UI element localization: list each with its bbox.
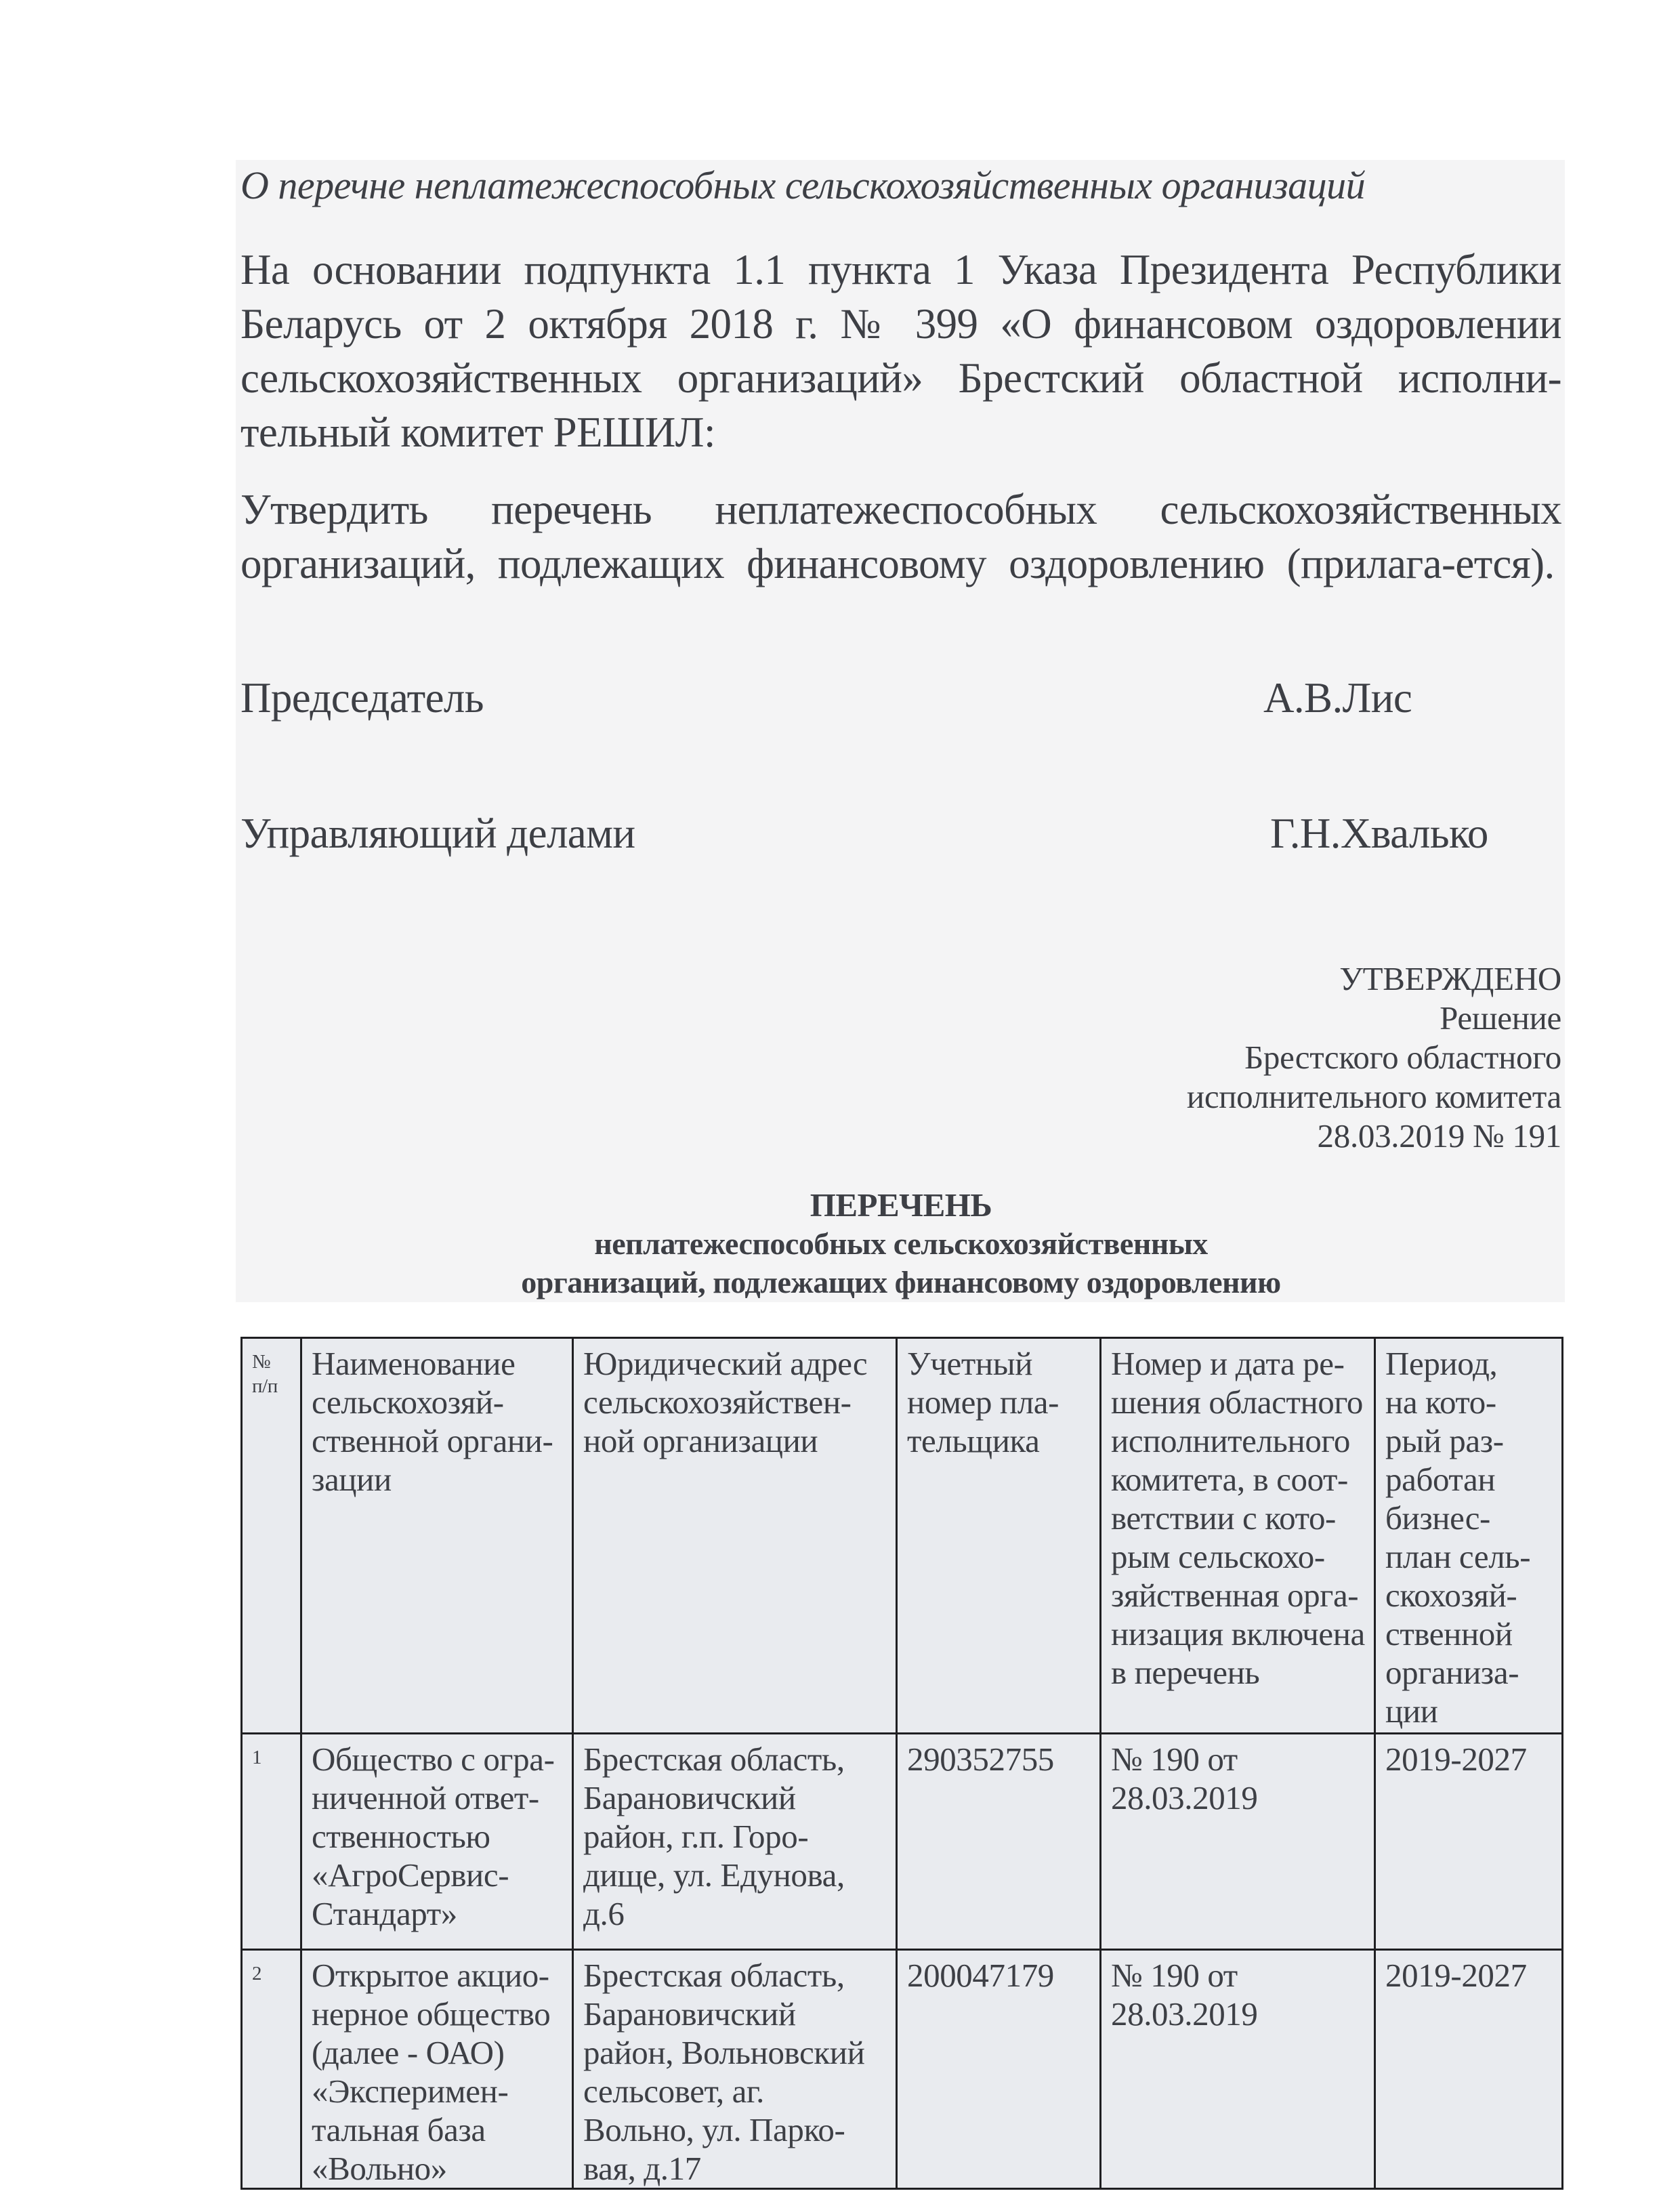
header-line: п/п <box>252 1375 278 1397</box>
decision-paragraph: Утвердить перечень неплатежеспособных сельскохозяйственных организаций, подлежащих финансовому оздоровлению (прилага-ется). <box>240 486 1561 587</box>
header-cell-address <box>573 1338 897 1734</box>
header-line: Период, <box>1385 1345 1498 1382</box>
cell-period: 2019-2027 <box>1375 1950 1563 2189</box>
header-line: в перечень <box>1111 1654 1260 1691</box>
header-line: организа- <box>1385 1654 1519 1691</box>
header-line: номер пла- <box>907 1383 1059 1421</box>
cell-org-name <box>301 1734 573 1950</box>
cell-number: 1 <box>242 1734 301 1950</box>
approval-line: Решение <box>1440 999 1561 1037</box>
cell-line: (далее - ОАО) <box>312 2034 505 2071</box>
signature-manager <box>240 806 1561 860</box>
header-line: зации <box>312 1461 392 1498</box>
header-line: Учетный <box>907 1345 1033 1382</box>
header-cell-period <box>1375 1338 1563 1734</box>
header-line: сельскохозяй- <box>312 1383 504 1421</box>
organizations-table <box>240 1337 1563 2190</box>
cell-decision <box>1101 1950 1375 2189</box>
header-line: Юридический адрес <box>583 1345 868 1382</box>
cell-taxpayer-id: 200047179 <box>897 1950 1101 2189</box>
cell-line: Барановичский <box>583 1779 796 1816</box>
header-cell-decision <box>1101 1338 1375 1734</box>
header-cell-name <box>301 1338 573 1734</box>
header-line: ной организации <box>583 1422 818 1459</box>
header-cell-taxpayer-id <box>897 1338 1101 1734</box>
header-line: зяйственная орга- <box>1111 1577 1359 1614</box>
header-line: на кото- <box>1385 1383 1496 1421</box>
table-header-row <box>242 1338 1563 1734</box>
cell-line: ниченной ответ- <box>312 1779 539 1816</box>
header-line: план сель- <box>1385 1538 1531 1575</box>
list-title <box>240 1186 1561 1302</box>
header-line: ственной органи- <box>312 1422 553 1459</box>
signature-name: Г.Н.Хвалько <box>1270 810 1488 857</box>
header-line: низация включена <box>1111 1615 1365 1652</box>
list-title-line: неплатежеспособных сельскохозяйственных <box>594 1226 1208 1261</box>
table-row <box>242 1734 1563 1950</box>
cell-line: «АгроСервис- <box>312 1856 509 1894</box>
header-line: комитета, в соот- <box>1111 1461 1348 1498</box>
cell-line: № 190 от <box>1111 1957 1238 1994</box>
cell-address <box>573 1734 897 1950</box>
cell-line: д.6 <box>583 1895 625 1932</box>
approval-line: 28.03.2019 № 191 <box>1317 1117 1561 1154</box>
cell-line: сельсовет, аг. <box>583 2073 764 2110</box>
cell-line: «Эксперимен- <box>312 2073 509 2110</box>
cell-line: 28.03.2019 <box>1111 1779 1258 1816</box>
header-line: ственной <box>1385 1615 1513 1652</box>
header-line: ции <box>1385 1692 1438 1730</box>
cell-line: Общество с огра- <box>312 1741 555 1778</box>
cell-line: вая, д.17 <box>583 2150 701 2187</box>
header-line: бизнес- <box>1385 1499 1490 1537</box>
cell-line: № 190 от <box>1111 1741 1238 1778</box>
signature-position: Председатель <box>240 674 484 722</box>
header-line: шения областного <box>1111 1383 1363 1421</box>
header-line: рым сельскохо- <box>1111 1538 1325 1575</box>
cell-line: Брестская область, <box>583 1741 845 1778</box>
cell-decision <box>1101 1734 1375 1950</box>
header-line: тельщика <box>907 1422 1040 1459</box>
header-line: Наименование <box>312 1345 516 1382</box>
document-subject: О перечне неплатежеспособных сельскохозяйственных организаций <box>240 163 1366 207</box>
signature-name: А.В.Лис <box>1263 674 1412 722</box>
approval-line: УТВЕРЖДЕНО <box>1339 960 1561 997</box>
approval-line: Брестского областного <box>1244 1039 1561 1076</box>
cell-line: Барановичский <box>583 1995 796 2033</box>
list-title-main: ПЕРЕЧЕНЬ <box>810 1186 992 1224</box>
cell-line: ственностью <box>312 1818 490 1855</box>
header-line: исполнительного <box>1111 1422 1351 1459</box>
header-line: работан <box>1385 1461 1496 1498</box>
cell-line: тальная база <box>312 2111 486 2148</box>
cell-line: район, г.п. Горо- <box>583 1818 809 1855</box>
cell-line: 28.03.2019 <box>1111 1995 1258 2033</box>
cell-line: Вольно, ул. Парко- <box>583 2111 845 2148</box>
approval-line: исполнительного комитета <box>1186 1078 1561 1115</box>
cell-line: Стандарт» <box>312 1895 457 1932</box>
signature-position: Управляющий делами <box>240 810 635 857</box>
cell-number: 2 <box>242 1950 301 2189</box>
cell-line: нерное общество <box>312 1995 551 2033</box>
header-line: сельскохозяйствен- <box>583 1383 852 1421</box>
approval-stamp <box>1187 959 1561 1156</box>
cell-period: 2019-2027 <box>1375 1734 1563 1950</box>
header-line: рый раз- <box>1385 1422 1504 1459</box>
cell-line: «Вольно» <box>312 2150 447 2187</box>
cell-line: дище, ул. Едунова, <box>583 1856 845 1894</box>
signature-chairman <box>240 671 1561 725</box>
list-title-line: организаций, подлежащих финансовому оздоровлению <box>521 1265 1281 1299</box>
cell-taxpayer-id: 290352755 <box>897 1734 1101 1950</box>
header-line: № <box>252 1351 271 1373</box>
header-cell-number <box>242 1338 301 1734</box>
header-line: ветствии с кото- <box>1111 1499 1336 1537</box>
cell-line: Брестская область, <box>583 1957 845 1994</box>
cell-org-name <box>301 1950 573 2189</box>
header-line: скохозяй- <box>1385 1577 1517 1614</box>
cell-address <box>573 1950 897 2189</box>
header-line: Номер и дата ре- <box>1111 1345 1345 1382</box>
table-row <box>242 1950 1563 2189</box>
basis-paragraph: На основании подпункта 1.1 пункта 1 Указа Президента Республики Беларусь от 2 октября 2018 г. № 399 «О финансовом оздоровлении сельскохозяйственных организаций» Брестский областной исполни-тельный комитет РЕШИЛ: <box>240 246 1561 456</box>
cell-line: район, Вольновский <box>583 2034 865 2071</box>
cell-line: Открытое акцио- <box>312 1957 549 1994</box>
